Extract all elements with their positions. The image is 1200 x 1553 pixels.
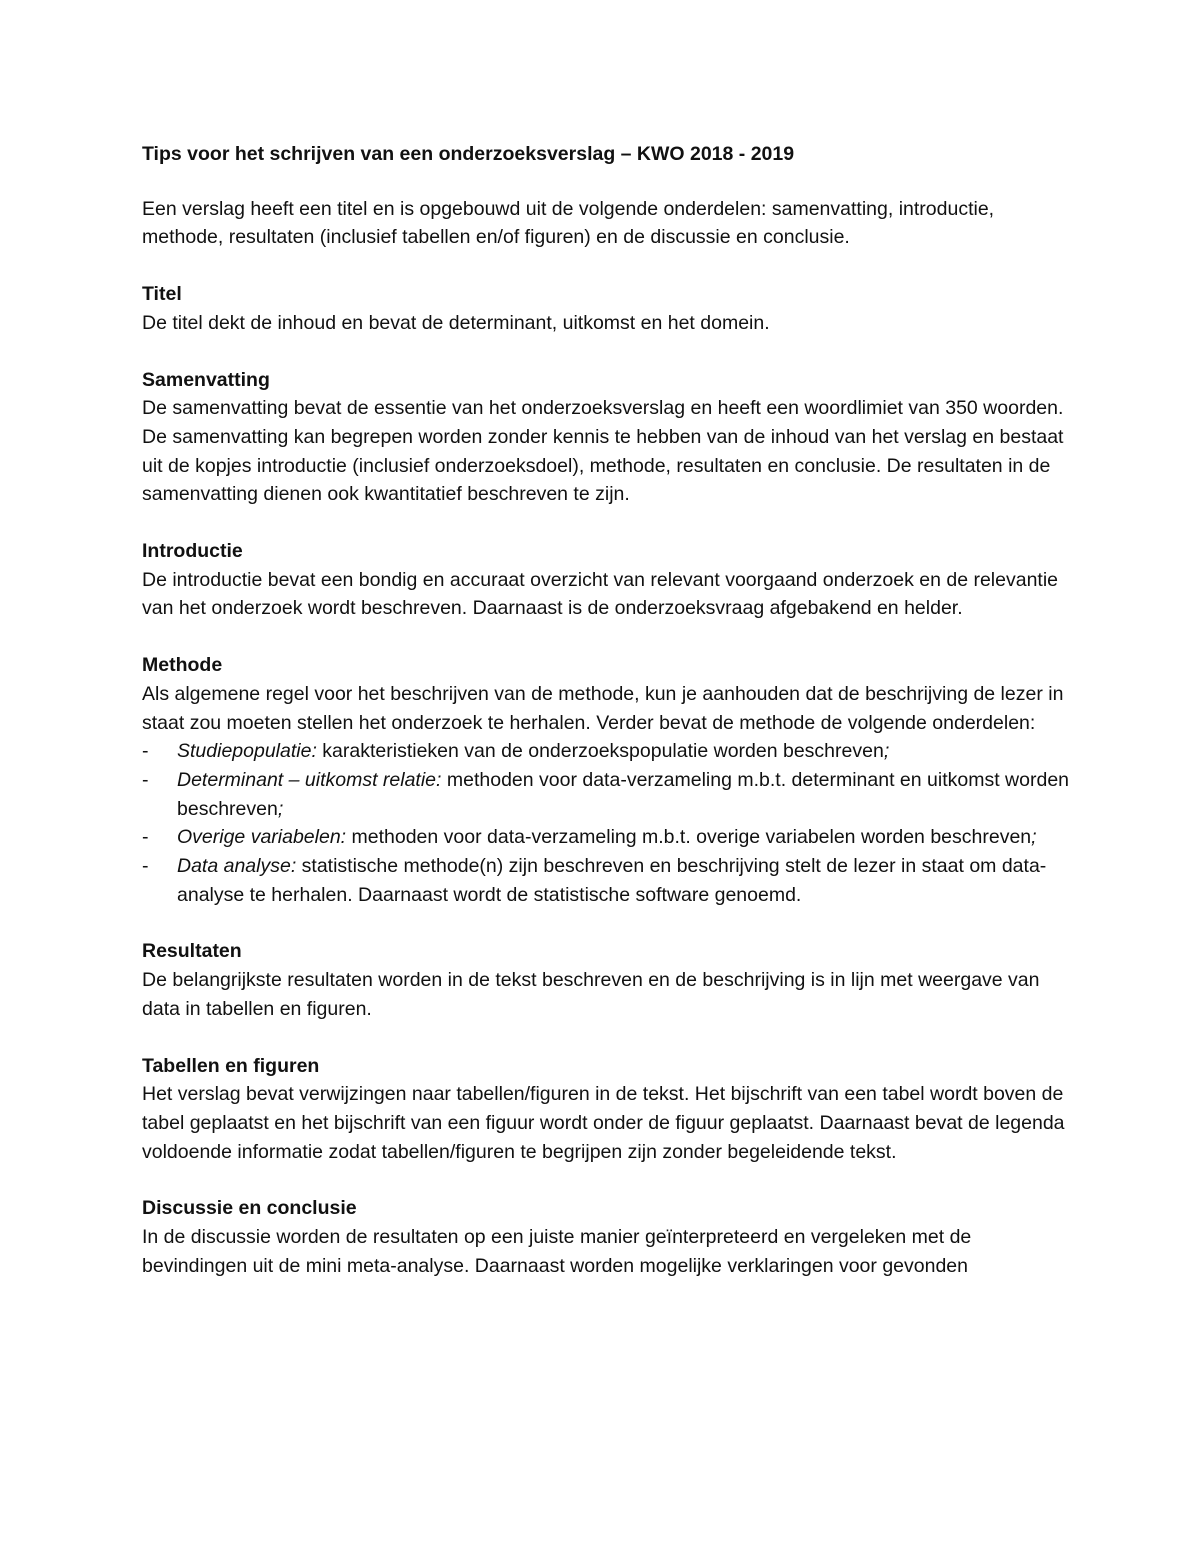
section-body-discussie: In de discussie worden de resultaten op een juiste manier geïnterpreteerd en vergeleken met de bevindingen uit de mini meta-analyse. Daarnaast worden mogelijke verklaringen voor gevonden bbox=[142, 1226, 972, 1277]
list-item-end: ; bbox=[1031, 826, 1037, 849]
list-item-text: statistische methode(n) zijn beschreven en beschrijving stelt de lezer in staat om data-analyse te herhalen. Daarnaast wordt de statistische software genoemd. bbox=[177, 855, 1047, 906]
list-item bbox=[142, 737, 1072, 766]
list-item-text: methoden voor data-verzameling m.b.t. determinant en uitkomst worden beschreven bbox=[177, 768, 1070, 820]
section-resultaten bbox=[142, 937, 1072, 1023]
list-item bbox=[142, 823, 1072, 852]
list-dash: - bbox=[142, 740, 149, 763]
section-methode bbox=[142, 651, 1072, 909]
section-body-titel: De titel dekt de inhoud en bevat de determinant, uitkomst en het domein. bbox=[142, 311, 770, 334]
list-item-end: ; bbox=[883, 740, 890, 763]
list-dash: - bbox=[142, 855, 149, 878]
section-body-introductie: De introductie bevat een bondig en accuraat overzicht van relevant voorgaand onderzoek en de relevantie van het onderzoek wordt beschreven. Daarnaast is de onderzoeksvraag afgebakend en helder. bbox=[142, 568, 1059, 620]
list-item-term: Determinant – uitkomst relatie: bbox=[177, 768, 442, 791]
list-item-term: Studiepopulatie: bbox=[177, 740, 317, 763]
section-heading-discussie: Discussie en conclusie bbox=[142, 1197, 357, 1220]
section-body-methode: Als algemene regel voor het beschrijven van de methode, kun je aanhouden dat de beschrijving de lezer in staat zou moeten stellen het onderzoek te herhalen. Verder bevat de methode de volgende onderdelen: bbox=[142, 682, 1064, 734]
section-heading-tabellen: Tabellen en figuren bbox=[142, 1054, 320, 1077]
list-item-text: karakteristieken van de onderzoekspopulatie worden beschreven bbox=[316, 740, 884, 763]
section-samenvatting bbox=[142, 366, 1072, 510]
list-dash: - bbox=[142, 768, 149, 791]
intro-paragraph: Een verslag heeft een titel en is opgebouwd uit de volgende onderdelen: samenvatting, introductie, methode, resultaten (inclusief tabellen en/of figuren) en de discussie en conclusie. bbox=[142, 197, 995, 249]
list-item-end: ; bbox=[277, 797, 284, 820]
methode-list bbox=[142, 737, 1072, 909]
list-item bbox=[142, 766, 1072, 823]
list-item-text: methoden voor data-verzameling m.b.t. overige variabelen worden beschreven bbox=[346, 826, 1032, 849]
document-title: Tips voor het schrijven van een onderzoeksverslag – KWO 2018 - 2019 bbox=[142, 143, 795, 165]
section-body-resultaten: De belangrijkste resultaten worden in de tekst beschreven en de beschrijving is in lijn met weergave van data in tabellen en figuren. bbox=[142, 969, 1040, 1020]
list-item-term: Overige variabelen: bbox=[177, 826, 347, 849]
section-heading-methode: Methode bbox=[142, 654, 223, 677]
section-introductie bbox=[142, 537, 1072, 623]
section-heading-samenvatting: Samenvatting bbox=[142, 368, 270, 391]
list-item-term: Data analyse: bbox=[177, 855, 297, 878]
document-page bbox=[142, 140, 1072, 1281]
section-body-tabellen: Het verslag bevat verwijzingen naar tabellen/figuren in de tekst. Het bijschrift van een tabel wordt boven de tabel geplaatst en het bijschrift van een figuur wordt onder de figuur geplaatst. Daarnaast bevat de legenda voldoende informatie zodat tabellen/figuren te begrijpen zijn zonder begeleidende tekst. bbox=[142, 1083, 1065, 1163]
section-heading-resultaten: Resultaten bbox=[142, 940, 242, 963]
section-titel bbox=[142, 280, 1072, 337]
section-discussie-en-conclusie bbox=[142, 1194, 1072, 1280]
section-tabellen-en-figuren bbox=[142, 1052, 1072, 1167]
list-item bbox=[142, 852, 1072, 909]
section-heading-titel: Titel bbox=[142, 283, 182, 306]
section-heading-introductie: Introductie bbox=[142, 540, 243, 563]
section-body-samenvatting: De samenvatting bevat de essentie van het onderzoeksverslag en heeft een woordlimiet van 350 woorden. De samenvatting kan begrepen worden zonder kennis te hebben van de inhoud van het verslag en bestaat uit de kopjes introductie (inclusief onderzoeksdoel), methode, resultaten en conclusie. De resultaten in de samenvatting dienen ook kwantitatief beschreven te zijn. bbox=[142, 397, 1064, 506]
list-dash: - bbox=[142, 826, 149, 849]
